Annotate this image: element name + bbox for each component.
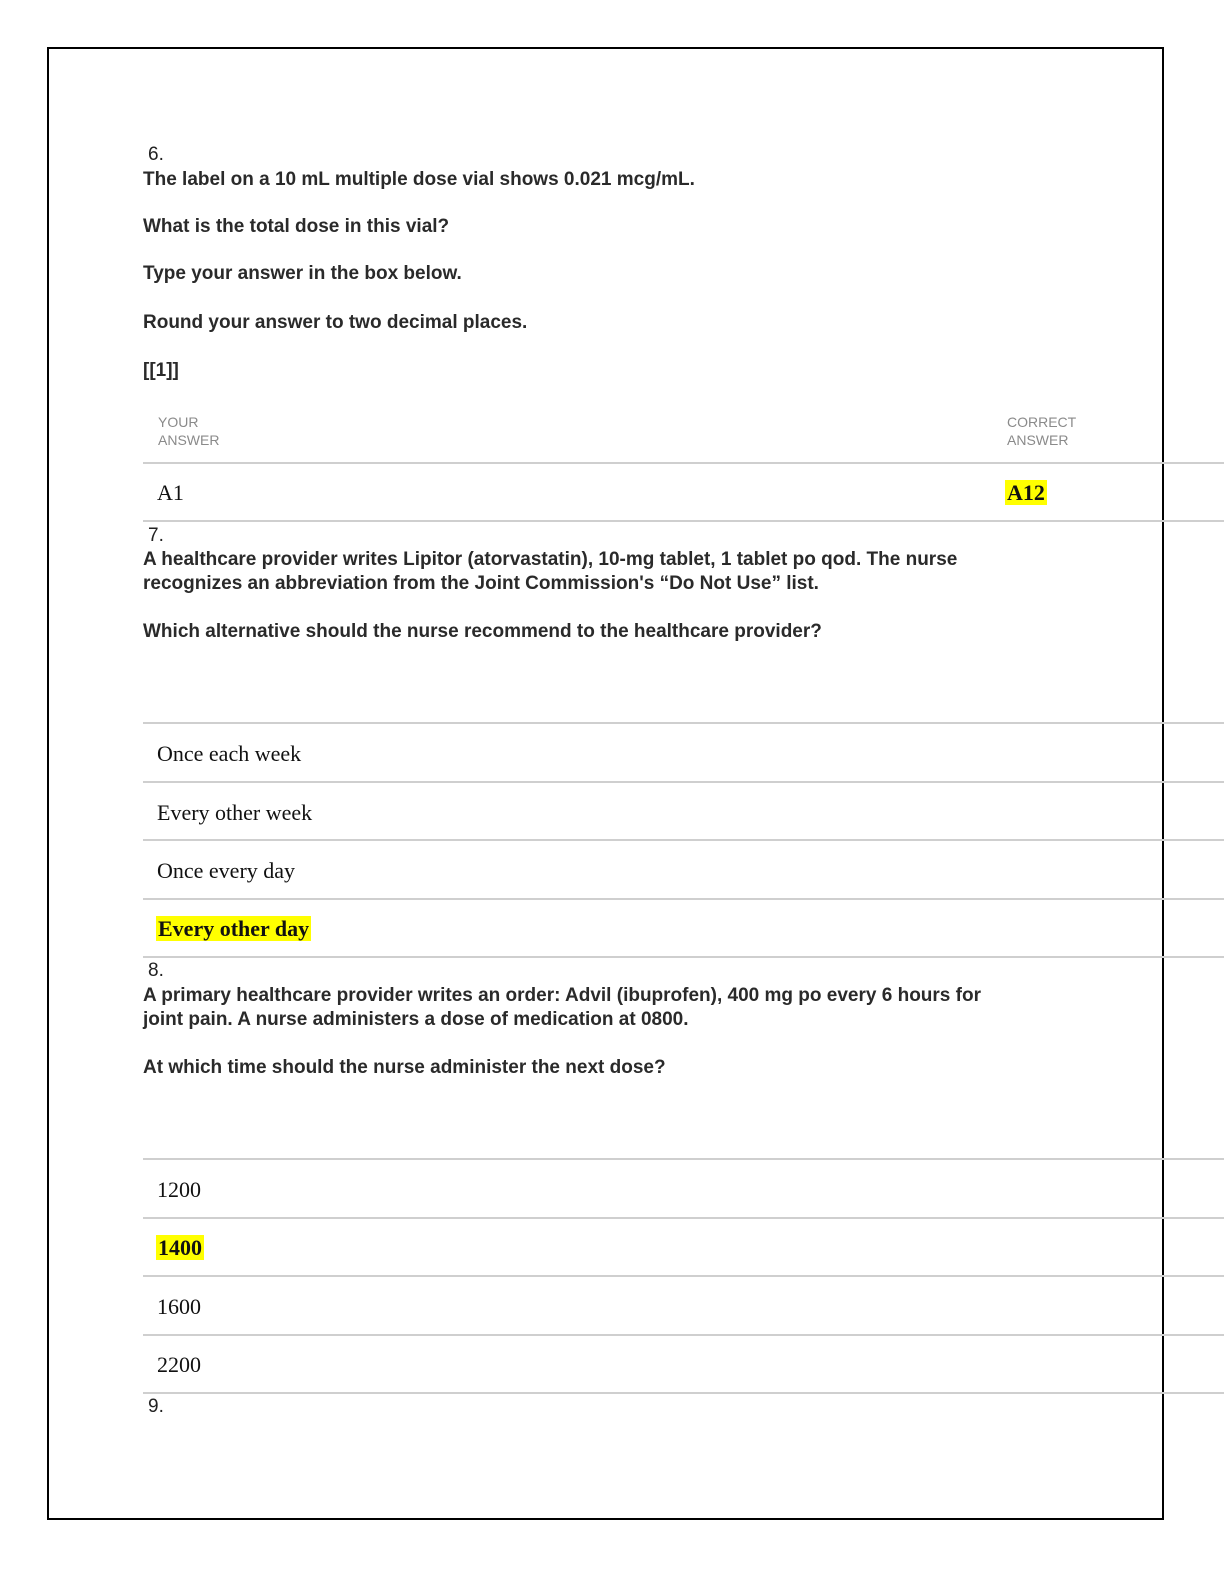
question-6-prompt: What is the total dose in this vial? (143, 216, 450, 237)
question-7-prompt: Which alternative should the nurse recommend to the healthcare provider? (143, 621, 822, 642)
question-7-option-4-correct[interactable]: Every other day (158, 916, 310, 941)
question-8-option-2-correct[interactable]: 1400 (158, 1235, 202, 1260)
option-divider (143, 1334, 1224, 1336)
table-divider (143, 462, 1224, 464)
question-8-text-line-2: joint pain. A nurse administers a dose of medication at 0800. (143, 1009, 689, 1030)
question-6-answer-blank: [[1]] (143, 360, 179, 381)
question-6-rounding-note: Round your answer to two decimal places. (143, 312, 528, 333)
your-answer-header: YOUR ANSWER (158, 414, 220, 448)
question-7-text-line-1: A healthcare provider writes Lipitor (atorvastatin), 10-mg tablet, 1 tablet po qod. The nurse (143, 549, 958, 570)
option-divider (143, 898, 1224, 900)
question-7-text-line-2: recognizes an abbreviation from the Joint Commission's “Do Not Use” list. (143, 573, 819, 594)
question-8-option-3[interactable]: 1600 (157, 1294, 201, 1319)
question-7-option-2[interactable]: Every other week (157, 800, 313, 825)
question-7-number: 7. (148, 525, 164, 546)
question-8-option-1[interactable]: 1200 (157, 1177, 201, 1202)
table-divider (143, 520, 1224, 522)
correct-answer-value: A12 (1007, 480, 1045, 505)
question-7-option-3[interactable]: Once every day (157, 858, 296, 883)
question-8-text-line-1: A primary healthcare provider writes an order: Advil (ibuprofen), 400 mg po every 6 hours for (143, 985, 981, 1006)
question-9-number: 9. (148, 1396, 164, 1417)
option-divider (143, 1158, 1224, 1160)
option-divider (143, 722, 1224, 724)
question-8-number: 8. (148, 960, 164, 981)
option-divider (143, 839, 1224, 841)
question-8-prompt: At which time should the nurse administer the next dose? (143, 1057, 666, 1078)
question-6-number: 6. (148, 144, 164, 165)
question-8-option-4[interactable]: 2200 (157, 1352, 201, 1377)
option-divider (143, 956, 1224, 958)
option-divider (143, 1392, 1224, 1394)
option-divider (143, 1275, 1224, 1277)
question-7-option-1[interactable]: Once each week (157, 741, 302, 766)
your-answer-value: A1 (157, 480, 184, 505)
correct-answer-header: CORRECT ANSWER (1007, 414, 1077, 448)
option-divider (143, 1217, 1224, 1219)
question-6-instruction: Type your answer in the box below. (143, 263, 462, 284)
option-divider (143, 781, 1224, 783)
question-6-text: The label on a 10 mL multiple dose vial shows 0.021 mcg/mL. (143, 169, 695, 190)
